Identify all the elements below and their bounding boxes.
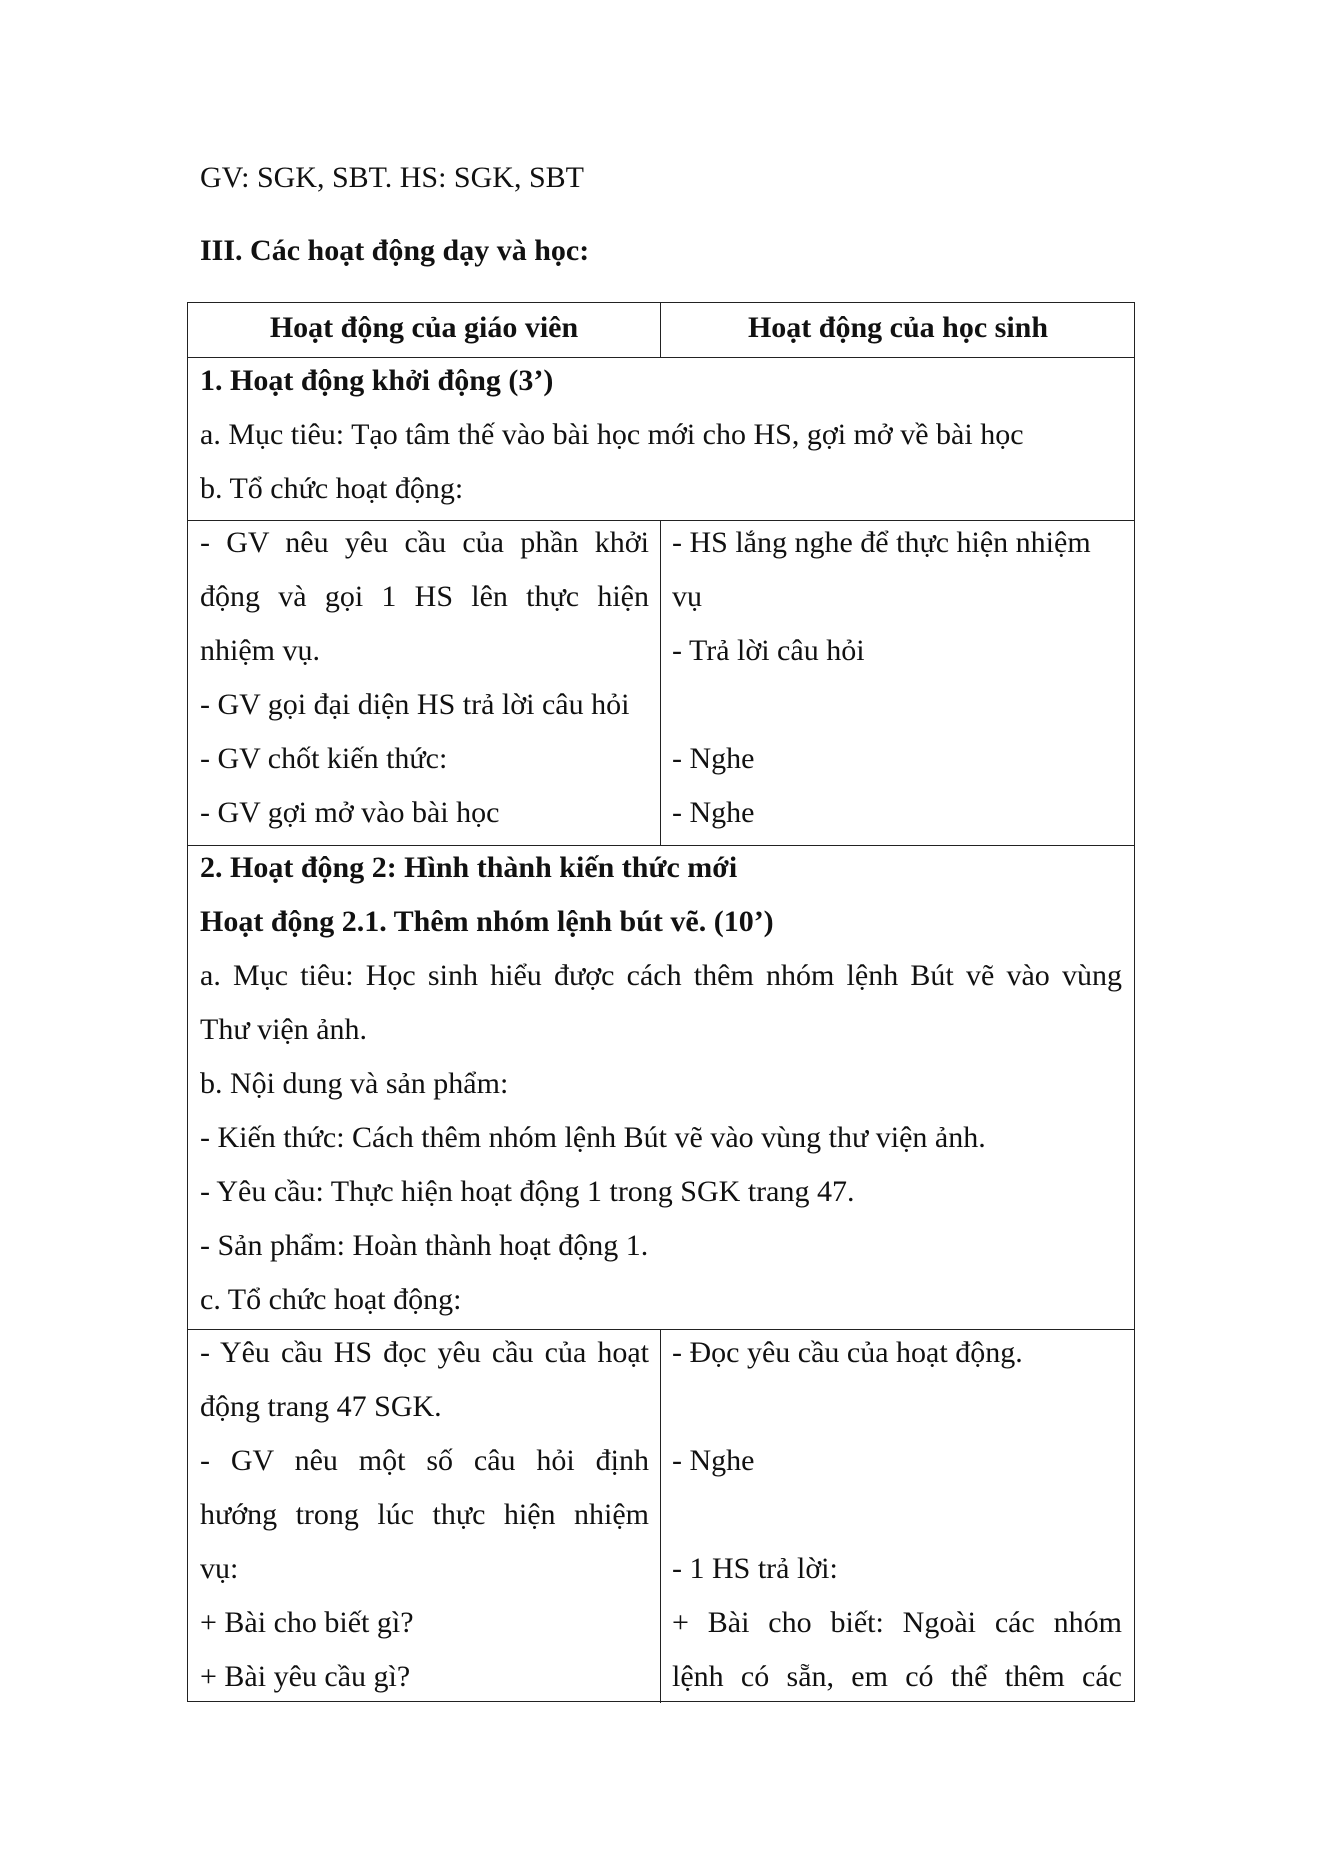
section2-requirement: - Yêu cầu: Thực hiện hoạt động 1 trong SGK trang 47.: [200, 1175, 855, 1208]
section2-title: 2. Hoạt động 2: Hình thành kiến thức mới: [200, 851, 738, 884]
table-rule: [188, 1329, 1134, 1330]
table-rule: [188, 845, 1134, 846]
section2-subtitle: Hoạt động 2.1. Thêm nhóm lệnh bút vẽ. (10’): [200, 905, 774, 938]
block2-student-line: + Bài cho biết: Ngoài các nhóm: [672, 1606, 1122, 1639]
block2-teacher-line: - GV nêu một số câu hỏi định: [200, 1444, 649, 1477]
block1-student-line: vụ: [672, 580, 702, 613]
block1-teacher-line: - GV nêu yêu cầu của phần khởi: [200, 526, 649, 559]
block1-student-line: - Trả lời câu hỏi: [672, 634, 865, 667]
block1-student-line: - Nghe: [672, 742, 755, 775]
section-heading: III. Các hoạt động dạy và học:: [200, 234, 590, 267]
block1-teacher-line: - GV gợi mở vào bài học: [200, 796, 500, 829]
table-rule: [188, 357, 1134, 358]
header-teacher: Hoạt động của giáo viên: [269, 311, 579, 344]
block2-teacher-line: vụ:: [200, 1552, 239, 1585]
section2-objective: a. Mục tiêu: Học sinh hiểu được cách thêm nhóm lệnh Bút vẽ vào vùng: [200, 959, 1122, 992]
table-rule: [188, 520, 1134, 521]
block1-teacher-line: nhiệm vụ.: [200, 634, 320, 667]
column-divider: [660, 1329, 661, 1703]
section2-objective-cont: Thư viện ảnh.: [200, 1013, 368, 1046]
block1-teacher-line: - GV gọi đại diện HS trả lời câu hỏi: [200, 688, 630, 721]
section1-objective: a. Mục tiêu: Tạo tâm thế vào bài học mới cho HS, gợi mở về bài học: [200, 418, 1024, 451]
block1-teacher-line: động và gọi 1 HS lên thực hiện: [200, 580, 649, 613]
block2-teacher-line: - Yêu cầu HS đọc yêu cầu của hoạt: [200, 1336, 649, 1369]
section1-organize: b. Tổ chức hoạt động:: [200, 472, 464, 505]
block1-student-line: - HS lắng nghe để thực hiện nhiệm: [672, 526, 1091, 559]
block2-teacher-line: hướng trong lúc thực hiện nhiệm: [200, 1498, 649, 1531]
section2-organize: c. Tổ chức hoạt động:: [200, 1283, 462, 1316]
section2-product: - Sản phẩm: Hoàn thành hoạt động 1.: [200, 1229, 649, 1262]
materials-line: GV: SGK, SBT. HS: SGK, SBT: [200, 161, 584, 194]
activity-table: [187, 302, 1135, 1702]
section1-title: 1. Hoạt động khởi động (3’): [200, 364, 554, 397]
block2-student-line: - 1 HS trả lời:: [672, 1552, 838, 1585]
block1-teacher-line: - GV chốt kiến thức:: [200, 742, 448, 775]
section2-knowledge: - Kiến thức: Cách thêm nhóm lệnh Bút vẽ vào vùng thư viện ảnh.: [200, 1121, 986, 1154]
block2-student-line: lệnh có sẵn, em có thể thêm các: [672, 1660, 1122, 1693]
column-divider: [660, 520, 661, 845]
column-divider: [660, 303, 661, 357]
block2-teacher-line: + Bài cho biết gì?: [200, 1606, 414, 1639]
block2-student-line: - Nghe: [672, 1444, 755, 1477]
block2-teacher-line: động trang 47 SGK.: [200, 1390, 442, 1423]
header-student: Hoạt động của học sinh: [747, 311, 1049, 344]
section2-content: b. Nội dung và sản phẩm:: [200, 1067, 509, 1100]
block2-student-line: - Đọc yêu cầu của hoạt động.: [672, 1336, 1023, 1369]
block1-student-line: - Nghe: [672, 796, 755, 829]
block2-teacher-line: + Bài yêu cầu gì?: [200, 1660, 411, 1693]
